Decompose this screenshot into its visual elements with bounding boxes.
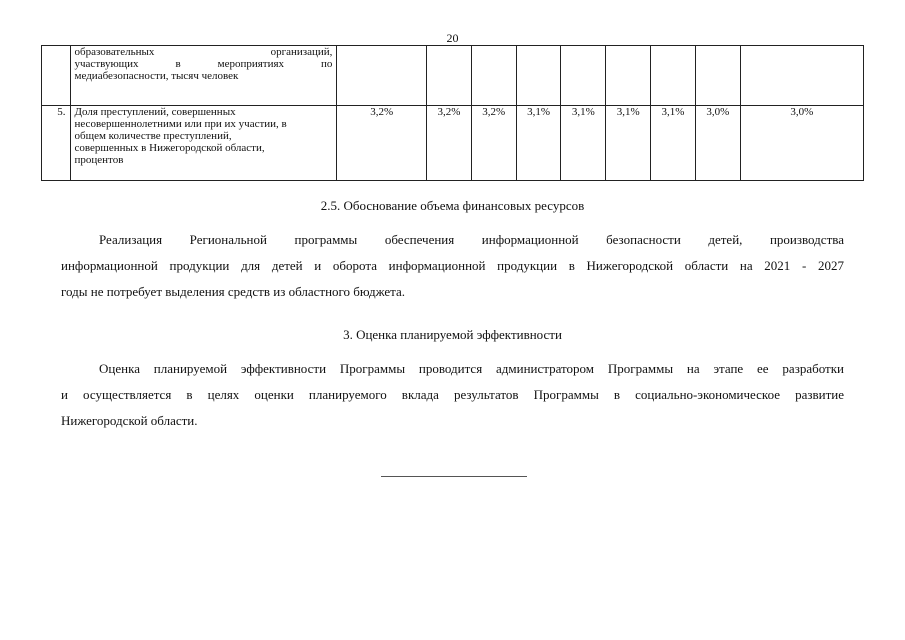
- row-number-cell: [42, 46, 71, 106]
- value-cell: [695, 46, 740, 106]
- section-heading-efficiency: 3. Оценка планируемой эффективности: [343, 327, 562, 342]
- indicator-name-line: образовательных организаций,: [74, 46, 333, 58]
- paragraph-line: и осуществляется в целях оценки планируемого вклада результатов Программы в социально-экономическое развитие: [61, 387, 844, 402]
- value-cell: 3,1%: [516, 106, 561, 181]
- value-cell: [516, 46, 561, 106]
- value-cell: 3,2%: [337, 106, 427, 181]
- paragraph-line: информационной продукции для детей и оборота информационной продукции в Нижегородской области на 2021 - 2027: [61, 258, 844, 273]
- indicator-name-line: несовершеннолетними или при их участии, в: [74, 118, 287, 130]
- paragraph-efficiency: [61, 356, 844, 434]
- value-cell: 3,1%: [606, 106, 651, 181]
- indicator-name-line: совершенных в Нижегородской области,: [74, 142, 265, 154]
- indicator-name-line: общем количестве преступлений,: [74, 130, 232, 142]
- value-cell: [740, 46, 863, 106]
- value-cell: 3,2%: [427, 106, 472, 181]
- row-number-cell: 5.: [42, 106, 71, 181]
- paragraph-line: Нижегородской области.: [61, 413, 198, 428]
- value-cell: 3,1%: [561, 106, 606, 181]
- value-cell: 3,1%: [651, 106, 696, 181]
- page-number: 20: [446, 31, 459, 45]
- end-of-document-rule: [381, 476, 527, 477]
- indicator-name-cell: [70, 106, 337, 181]
- indicator-name-cell: [70, 46, 337, 106]
- value-cell: [606, 46, 651, 106]
- paragraph-line: Реализация Региональной программы обеспечения информационной безопасности детей, производства: [99, 232, 844, 247]
- paragraph-line: годы не потребует выделения средств из областного бюджета.: [61, 284, 406, 299]
- value-cell: [427, 46, 472, 106]
- indicator-name-line: Доля преступлений, совершенных: [74, 106, 236, 118]
- indicator-name-line: медиабезопасности, тысяч человек: [74, 70, 239, 82]
- value-cell: 3,0%: [695, 106, 740, 181]
- value-cell: 3,0%: [740, 106, 863, 181]
- value-cell: 3,2%: [471, 106, 516, 181]
- indicator-name-line: процентов: [74, 154, 124, 166]
- value-cell: [337, 46, 427, 106]
- value-cell: [471, 46, 516, 106]
- value-cell: [561, 46, 606, 106]
- paragraph-financing: [61, 227, 844, 305]
- indicators-table: [41, 45, 864, 181]
- value-cell: [651, 46, 696, 106]
- table-row: [42, 46, 864, 106]
- table-row: [42, 106, 864, 181]
- indicator-name-line: участвующих в мероприятиях по: [74, 58, 333, 70]
- section-heading-financing: 2.5. Обоснование объема финансовых ресурсов: [320, 198, 585, 213]
- paragraph-line: Оценка планируемой эффективности Программы проводится администратором Программы на этапе ее разработки: [99, 361, 844, 376]
